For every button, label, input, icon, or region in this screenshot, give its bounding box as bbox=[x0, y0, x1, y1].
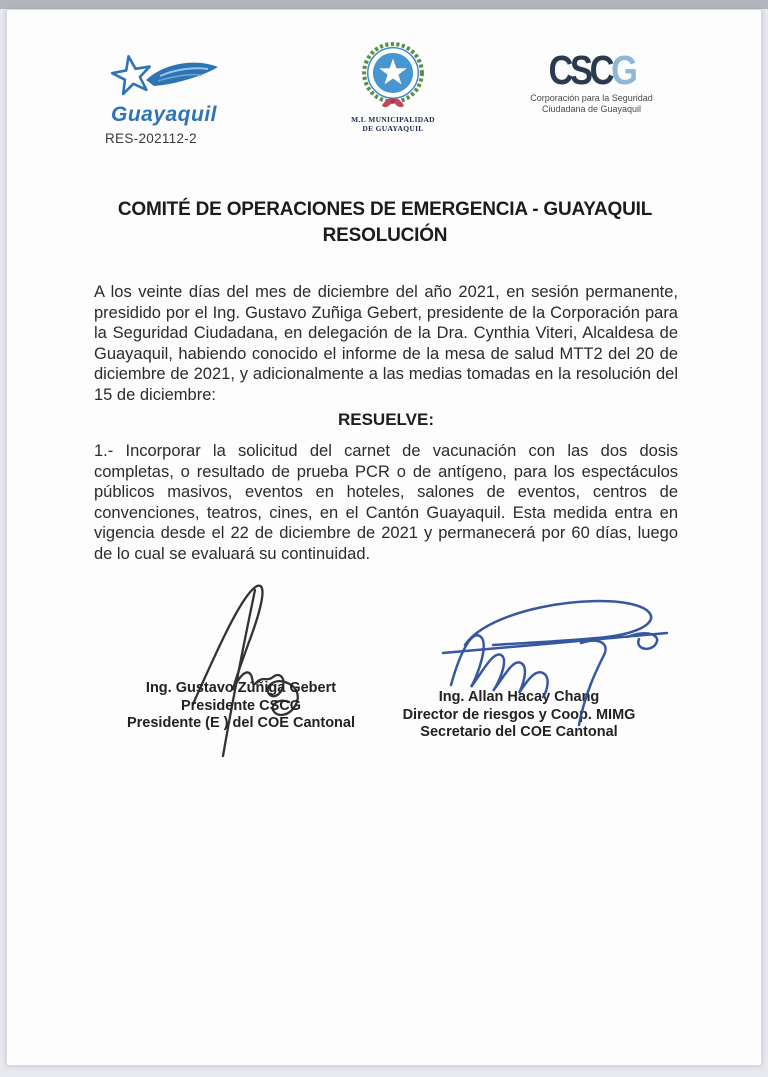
municipality-seal-icon bbox=[341, 42, 445, 108]
cscg-caption-line2: Ciudadana de Guayaquil bbox=[541, 103, 642, 114]
photo-top-edge bbox=[0, 0, 768, 9]
document-title-line2: RESOLUCIÓN bbox=[322, 225, 448, 246]
signatory-left-role1: Presidente CSCG bbox=[180, 697, 302, 714]
municipality-caption-line2: DE GUAYAQUIL bbox=[362, 124, 424, 133]
resolve-heading: RESUELVE: bbox=[337, 410, 435, 429]
signatory-left-name: Ing. Gustavo Zúñiga Gebert bbox=[145, 680, 337, 696]
signatory-left bbox=[96, 680, 386, 733]
signatory-right bbox=[379, 689, 659, 742]
resolution-item-1: 1.- Incorporar la solicitud del carnet de vacunación con las dos dosis completas, o resultado de prueba PCR o de antígeno, para los espectáculos públicos masivos, eventos en hoteles, salones de eventos, centros de convenciones, teatros, cines, en el Cantón Guayaquil. Esta medida entra en vigencia desde el 22 de diciembre de 2021 y permanecerá por 60 días, luego de lo cual se evaluará su continuidad. bbox=[94, 442, 678, 563]
signatory-right-role1: Director de riesgos y Coop. MIMG bbox=[402, 706, 636, 723]
cscg-acronym bbox=[531, 47, 653, 93]
signature-zuniga-handwriting bbox=[165, 576, 335, 761]
document-page bbox=[6, 9, 762, 1066]
signatory-right-role2: Secretario del COE Cantonal bbox=[420, 724, 618, 740]
municipality-seal bbox=[341, 42, 445, 133]
cscg-logo bbox=[519, 47, 664, 114]
guayaquil-star-boat-icon bbox=[102, 50, 226, 100]
guayaquil-wordmark: Guayaquil bbox=[110, 103, 218, 126]
municipality-caption-line1: M.I. MUNICIPALIDAD bbox=[351, 115, 435, 124]
cscg-acronym-light: G bbox=[611, 47, 635, 93]
document-title bbox=[67, 197, 703, 249]
document-title-line1: COMITÉ DE OPERACIONES DE EMERGENCIA - GUAYAQUIL bbox=[117, 199, 653, 220]
signatory-right-name: Ing. Allan Hacay Chang bbox=[438, 689, 600, 705]
preamble-paragraph: A los veinte días del mes de diciembre del año 2021, en sesión permanente, presidido por el Ing. Gustavo Zuñiga Gebert, presidente de la Corporación para la Seguridad Ciudadana, en delegación de la Dra. Cynthia Viteri, Alcaldesa de Guayaquil, habiendo conocido el informe de la mesa de salud MTT2 del 20 de diciembre de 2021, y adicionalmente a las medias tomadas en la resolución del 15 de diciembre: bbox=[94, 283, 678, 404]
cscg-caption-line1: Corporación para la Seguridad bbox=[530, 93, 653, 103]
resolution-reference: RES-202112-2 bbox=[105, 131, 197, 146]
guayaquil-city-logo bbox=[99, 50, 229, 127]
cscg-acronym-dark: CSC bbox=[548, 47, 612, 93]
signatory-left-role2: Presidente (E ) del COE Cantonal bbox=[126, 715, 355, 731]
